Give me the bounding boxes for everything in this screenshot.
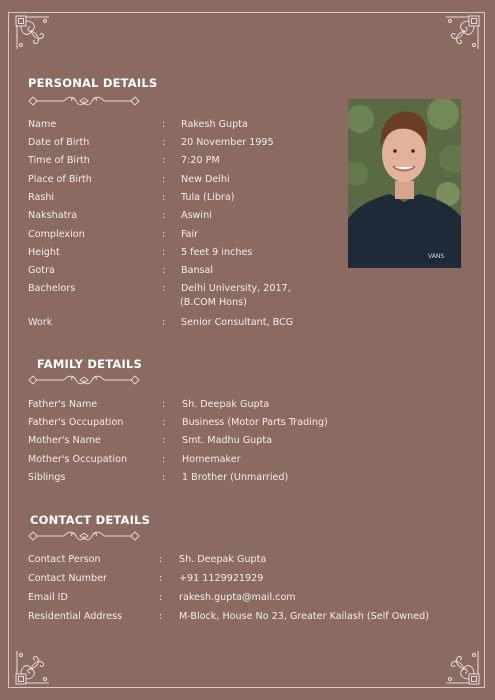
personal-details-heading: PERSONAL DETAILS: [28, 76, 158, 90]
profile-photo: [348, 99, 461, 268]
row-value-line-2: (B.COM Hons): [180, 297, 247, 308]
row-value: Business (Motor Parts Trading): [182, 417, 328, 428]
row-value: New Delhi: [181, 174, 230, 185]
ornamental-divider-icon: [28, 374, 140, 386]
row-label: Mother's Occupation: [28, 454, 128, 465]
row-value: 1 Brother (Unmarried): [182, 472, 289, 483]
contact-details-heading: CONTACT DETAILS: [30, 513, 151, 527]
row-value: Homemaker: [182, 454, 241, 465]
row-separator: :: [159, 611, 163, 622]
corner-ornament-icon: [15, 15, 51, 51]
row-label: Place of Birth: [28, 174, 92, 185]
corner-ornament-icon: [444, 15, 480, 51]
corner-ornament-icon: [444, 649, 480, 685]
corner-ornament-icon: [15, 649, 51, 685]
row-value: Aswini: [181, 210, 212, 221]
row-value: Senior Consultant, BCG: [181, 317, 294, 328]
row-separator: :: [159, 554, 163, 565]
row-separator: :: [162, 399, 166, 410]
row-separator: :: [162, 417, 166, 428]
row-label: Date of Birth: [28, 137, 90, 148]
row-separator: :: [162, 317, 166, 328]
row-value: Rakesh Gupta: [181, 119, 248, 130]
row-value: Sh. Deepak Gupta: [179, 554, 267, 565]
row-value: Bansal: [181, 265, 214, 276]
profile-photo-icon: [348, 99, 461, 268]
row-label: Contact Person: [28, 554, 101, 565]
row-separator: :: [162, 435, 166, 446]
row-value: 7:20 PM: [181, 155, 220, 166]
row-value: Fair: [181, 229, 199, 240]
row-separator: :: [162, 192, 166, 203]
row-label: Mother's Name: [28, 435, 101, 446]
row-label: Complexion: [28, 229, 85, 240]
shirt-logo: VANS: [428, 253, 445, 260]
row-label: Siblings: [28, 472, 66, 483]
row-value: 5 feet 9 inches: [181, 247, 253, 258]
row-separator: :: [162, 265, 166, 276]
row-separator: :: [159, 592, 163, 603]
row-label: Father's Name: [28, 399, 98, 410]
row-value: 20 November 1995: [181, 137, 274, 148]
row-separator: :: [162, 283, 166, 294]
row-value: Delhi University, 2017,: [181, 283, 291, 294]
row-separator: :: [162, 174, 166, 185]
row-label: Bachelors: [28, 283, 76, 294]
row-label: Email ID: [28, 592, 68, 603]
row-label: Name: [28, 119, 57, 130]
row-separator: :: [159, 573, 163, 584]
row-separator: :: [162, 210, 166, 221]
row-separator: :: [162, 119, 166, 130]
row-value[interactable]: rakesh.gupta@mail.com: [179, 592, 296, 603]
row-value: Tula (Libra): [181, 192, 235, 203]
family-details-heading: FAMILY DETAILS: [37, 357, 142, 371]
row-separator: :: [162, 247, 166, 258]
row-label: Height: [28, 247, 60, 258]
row-separator: :: [162, 155, 166, 166]
row-value: Smt. Madhu Gupta: [182, 435, 272, 446]
row-label: Rashi: [28, 192, 55, 203]
row-value[interactable]: +91 1129921929: [179, 573, 264, 584]
row-label: Work: [28, 317, 53, 328]
row-separator: :: [162, 137, 166, 148]
ornamental-divider-icon: [28, 95, 140, 107]
row-label: Gotra: [28, 265, 55, 276]
row-label: Nakshatra: [28, 210, 78, 221]
row-separator: :: [162, 229, 166, 240]
row-label: Residential Address: [28, 611, 123, 622]
row-label: Time of Birth: [28, 155, 90, 166]
ornamental-divider-icon: [28, 530, 140, 542]
row-separator: :: [162, 472, 166, 483]
row-value: M-Block, House No 23, Greater Kailash (Self Owned): [179, 611, 429, 622]
row-label: Father's Occupation: [28, 417, 124, 428]
row-value: Sh. Deepak Gupta: [182, 399, 270, 410]
row-label: Contact Number: [28, 573, 107, 584]
row-separator: :: [162, 454, 166, 465]
